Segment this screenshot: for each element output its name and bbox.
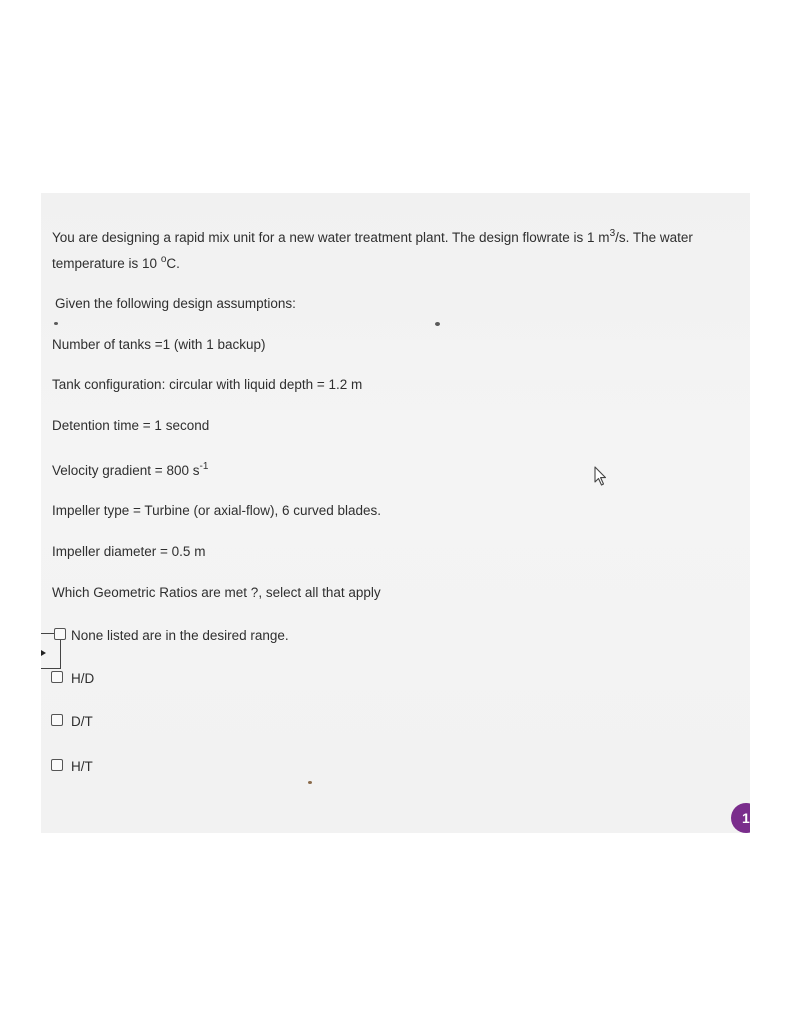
intro-line-1 <box>52 227 693 246</box>
intro-line-1-suffix: /s. The water <box>615 230 693 245</box>
assumption-impeller-diameter: Impeller diameter = 0.5 m <box>52 544 206 559</box>
speck-mark <box>54 322 58 325</box>
option-checkbox[interactable] <box>51 714 63 726</box>
intro-line-2-prefix: temperature is 10 <box>52 256 161 271</box>
option-checkbox[interactable] <box>54 628 66 640</box>
intro-line-1-prefix: You are designing a rapid mix unit for a new water treatment plant. The design flowrate is 1 m <box>52 230 610 245</box>
assumptions-heading: Given the following design assumptions: <box>55 296 296 311</box>
option-label[interactable]: None listed are in the desired range. <box>71 628 289 643</box>
velocity-exponent: -1 <box>199 460 209 472</box>
degree-symbol: o <box>160 253 167 265</box>
assumption-velocity-prefix: Velocity gradient = 800 s <box>52 463 200 478</box>
assumption-detention: Detention time = 1 second <box>52 418 210 433</box>
assumption-configuration: Tank configuration: circular with liquid depth = 1.2 m <box>52 377 363 392</box>
option-label[interactable]: D/T <box>71 714 93 729</box>
question-photo <box>41 193 750 833</box>
mouse-pointer-icon <box>594 466 608 491</box>
question-prompt: Which Geometric Ratios are met ?, select all that apply <box>52 585 381 600</box>
option-checkbox[interactable] <box>51 671 63 683</box>
speck-mark <box>308 781 312 784</box>
option-label[interactable]: H/D <box>71 671 95 686</box>
option-label[interactable]: H/T <box>71 759 93 774</box>
option-checkbox[interactable] <box>51 759 63 771</box>
flowrate-exponent: 3 <box>609 227 616 239</box>
assumption-impeller-type: Impeller type = Turbine (or axial-flow), 6 curved blades. <box>52 503 382 518</box>
intro-line-2 <box>52 253 180 272</box>
triangle-right-icon <box>41 650 46 656</box>
assumption-velocity <box>52 460 209 479</box>
notification-badge[interactable]: 1 <box>731 803 750 833</box>
assumption-tanks: Number of tanks =1 (with 1 backup) <box>52 337 266 352</box>
intro-line-2-suffix: C. <box>166 256 180 271</box>
speck-mark <box>435 322 440 326</box>
